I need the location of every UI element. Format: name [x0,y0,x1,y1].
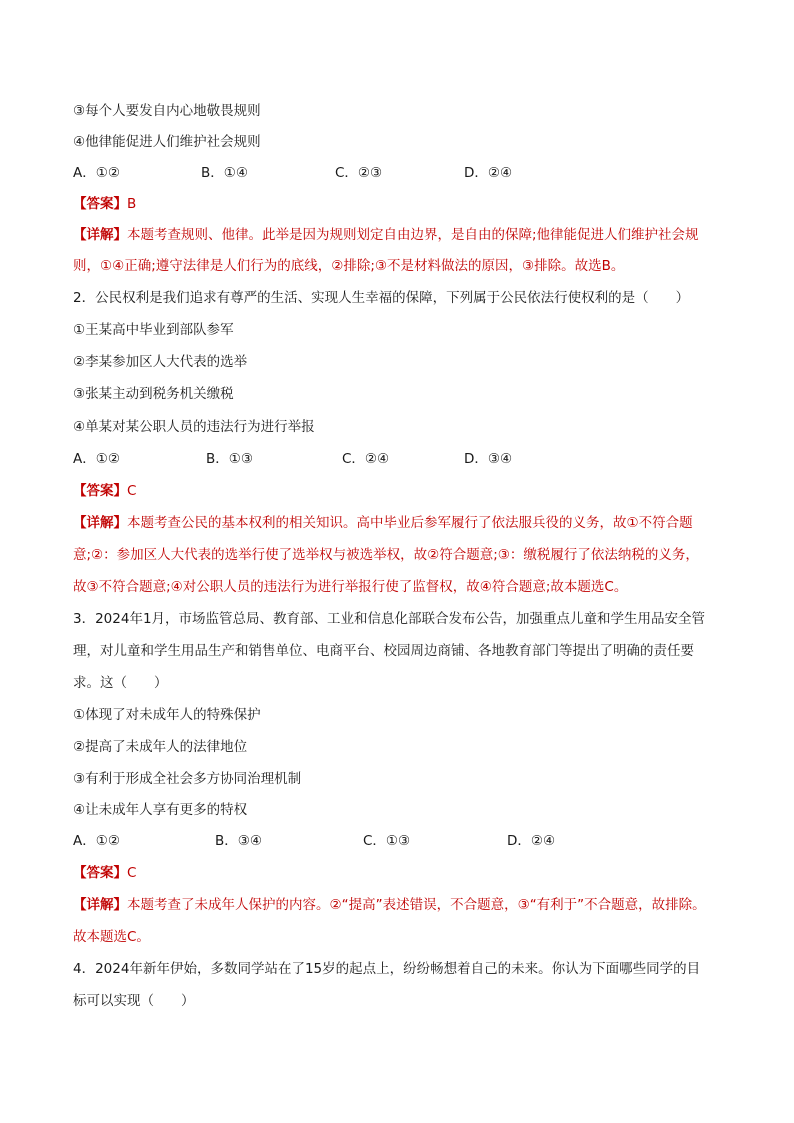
choice-a: A．①② [73,165,120,181]
answer-value: C [127,483,137,499]
question-stem: 4．2024年新年伊始，多数同学站在了15岁的起点上，纷纷畅想着自己的未来。你认为下面哪些同学的目 [73,961,701,977]
choice-a: A．①② [73,451,120,467]
choice-b: B．③④ [215,833,262,849]
answer-tag: 【答案】 [73,483,127,499]
option-line: ④他律能促进人们维护社会规则 [73,134,261,150]
choice-row [73,449,733,469]
answer-tag: 【答案】 [73,196,127,212]
detail-tag: 【详解】 [73,897,127,913]
question-stem: 求。这（ ） [73,675,168,691]
choice-b: B．①③ [206,451,253,467]
question-stem: 标可以实现（ ） [73,993,195,1009]
option-line: ②提高了未成年人的法律地位 [73,739,248,755]
detail-line [73,513,693,533]
choice-c: C．①③ [363,833,411,849]
answer-value: C [127,865,137,881]
choice-row [73,831,733,851]
option-line: ③有利于形成全社会多方协同治理机制 [73,771,302,787]
detail-line: 故③不符合题意;④对公职人员的违法行为进行举报行使了监督权，故④符合题意;故本题选C。 [73,579,628,595]
detail-line [73,895,706,915]
detail-line: 意;②：参加区人大代表的选举行使了选举权与被选举权，故②符合题意;③：缴税履行了依法纳税的义务， [73,547,699,563]
detail-tag: 【详解】 [73,515,127,531]
choice-d: D．②④ [507,833,556,849]
detail-line: 则，①④正确;遵守法律是人们行为的底线，②排除;③不是材料做法的原因，③排除。故选B。 [73,258,625,274]
option-line: ③每个人要发自内心地敬畏规则 [73,103,261,119]
answer-line [73,194,136,214]
option-line: ④单某对某公职人员的违法行为进行举报 [73,419,315,435]
option-line: ①体现了对未成年人的特殊保护 [73,707,261,723]
question-stem: 2．公民权利是我们追求有尊严的生活、实现人生幸福的保障，下列属于公民依法行使权利的是（ ） [73,290,690,306]
choice-d: D．③④ [464,451,513,467]
answer-tag: 【答案】 [73,865,127,881]
choice-a: A．①② [73,833,120,849]
detail-tag: 【详解】 [73,227,127,243]
choice-c: C．②③ [335,165,383,181]
choice-b: B．①④ [201,165,248,181]
choice-c: C．②④ [342,451,390,467]
detail-line: 故本题选C。 [73,929,150,945]
detail-line [73,225,699,245]
answer-line [73,863,136,883]
choice-d: D．②④ [464,165,513,181]
answer-line [73,481,136,501]
detail-text: 本题考查规则、他律。此举是因为规则划定自由边界，是自由的保障;他律能促进人们维护社会规 [127,227,699,243]
detail-text: 本题考查公民的基本权利的相关知识。高中毕业后参军履行了依法服兵役的义务，故①不符合题 [127,515,693,531]
choice-row [73,163,733,183]
option-line: ①王某高中毕业到部队参军 [73,322,234,338]
question-stem: 3．2024年1月，市场监管总局、教育部、工业和信息化部联合发布公告，加强重点儿童和学生用品安全管 [73,611,706,627]
question-stem: 理，对儿童和学生用品生产和销售单位、电商平台、校园周边商铺、各地教育部门等提出了明确的责任要 [73,643,694,659]
option-line: ③张某主动到税务机关缴税 [73,386,234,402]
option-line: ②李某参加区人大代表的选举 [73,354,248,370]
detail-text: 本题考查了未成年人保护的内容。②“提高”表述错误，不合题意，③“有利于”不合题意，故排除。 [127,897,706,913]
answer-value: B [127,196,137,212]
option-line: ④让未成年人享有更多的特权 [73,802,248,818]
